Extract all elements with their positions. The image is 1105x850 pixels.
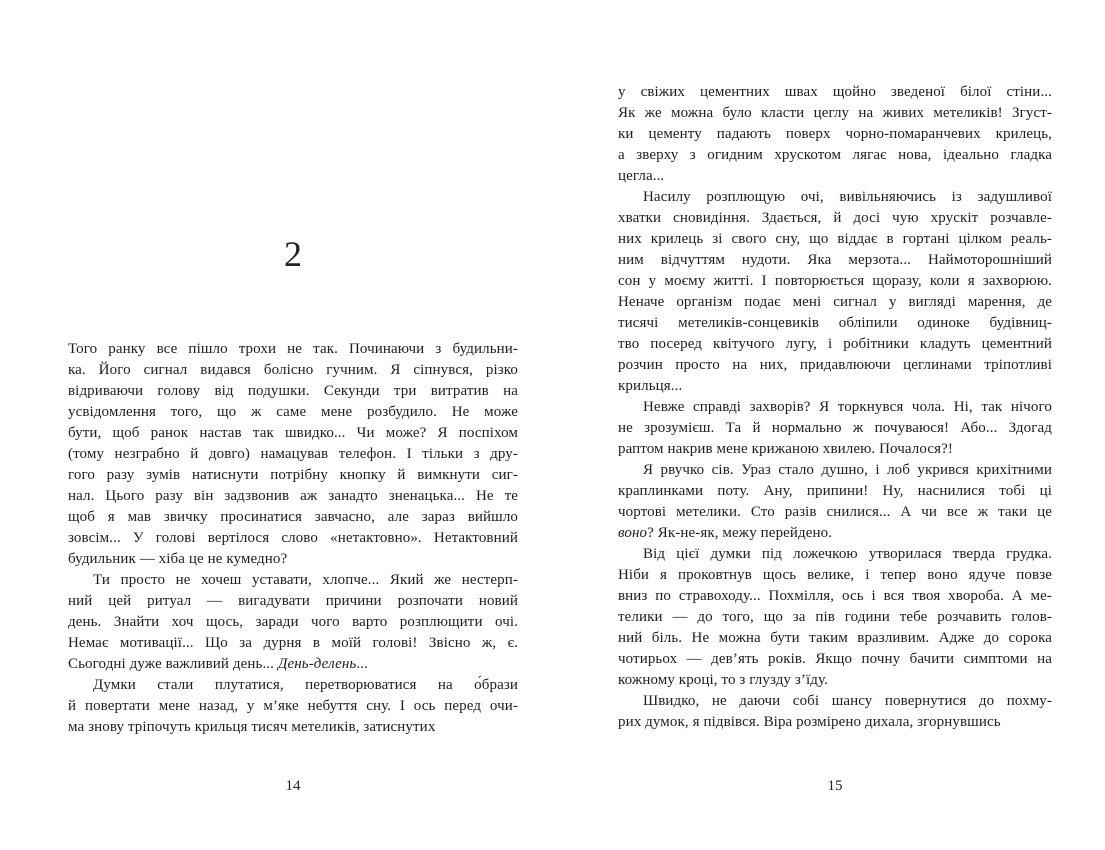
text-line: нал. Цього разу він задзвонив аж занадто зненацька... Не те — [68, 488, 518, 504]
text-line: Немає мотивації... Що за дурня в моїй голові! Звісно ж, є. — [68, 635, 518, 651]
text-line: ка. Його сигнал видався болісно гучним. Я сіпнувся, різко — [68, 362, 518, 378]
chapter-number: 2 — [284, 234, 302, 274]
text-line: день. Знайти хоч щось, заради чого варто розплющити очі. — [68, 614, 518, 630]
text-line: воно? Як-не-як, межу перейдено. — [618, 525, 833, 541]
text-line: Швидко, не даючи собі шансу повернутися до похму- — [643, 693, 1052, 709]
text-line: Я рвучко сів. Ураз стало душно, і лоб укрився крихітними — [643, 462, 1052, 478]
text-line: сон у моєму житті. І повторюється щоразу, коли я захворюю. — [618, 273, 1052, 289]
text-line: гого разу зумів натиснути потрібну кнопку й вимкнути сиг- — [68, 467, 518, 483]
text-line: тво посеред квітучого лугу, і робітники кладуть цементний — [618, 336, 1052, 352]
text-line: хватки сновидіння. Здається, й досі чую хрускіт розчавле- — [618, 210, 1052, 226]
text-line: щоб я мав звичку просинатися завчасно, але зараз вийшло — [68, 509, 518, 525]
right-page-number: 15 — [827, 778, 843, 794]
text-line: Ти просто не хочеш уставати, хлопче... Який же нестерп- — [93, 572, 518, 588]
text-line: Неначе організм подає мені сигнал у вигляді марення, де — [618, 294, 1052, 310]
text-line: Від цієї думки під ложечкою утворилася тверда грудка. — [643, 546, 1052, 562]
text-line: кожному кроці, то з глузду з’їду. — [618, 672, 828, 688]
text-line: Сьогодні дуже важливий день... День-делень... — [68, 656, 368, 672]
text-line: чотирьох — дев’ять років. Якщо почну бачити симптоми на — [618, 651, 1052, 667]
text-line: тисячі метеликів-сонцевиків обліпили одиноке будівниц- — [618, 315, 1052, 331]
text-line: Того ранку все пішло трохи не так. Починаючи з будильни- — [68, 341, 518, 357]
text-line: (тому незграбно й довго) намацував телефон. І тільки з дру- — [68, 446, 518, 462]
text-line: краплинками поту. Ану, припини! Ну, наснилися тобі ці — [618, 483, 1052, 499]
text-line: ний цей ритуал — вигадувати причини розпочати новий — [68, 593, 518, 609]
text-line: розчин просто на них, придавлюючи цеглинами тріпотливі — [618, 357, 1052, 373]
text-line: Як же можна було класти цеглу на живих метеликів! Згуст- — [618, 105, 1052, 121]
text-line: Насилу розплющую очі, вивільняючись із задушливої — [643, 189, 1052, 205]
text-line: ки цементу падають поверх чорно-помаранчевих крилець, — [618, 126, 1052, 142]
text-line: чортові метелики. Сто разів снилися... А чи все ж таки це — [618, 504, 1052, 520]
text-line: ма знову тріпочуть крильця тисяч метеликів, затиснутих — [68, 719, 436, 735]
text-line: не зрозумієш. Та й нормально ж почуваюся! Або... Здогад — [618, 420, 1052, 436]
text-line: у свіжих цементних швах щойно зведеної білої стіни... — [618, 84, 1052, 100]
text-line: Невже справді захворів? Я торкнувся чола. Ні, так нічого — [643, 399, 1052, 415]
text-line: ним відчуттям нудоти. Яка мерзота... Наймоторошніший — [618, 252, 1052, 268]
text-line: раптом накрив мене крижаною хвилею. Почалося?! — [618, 441, 953, 457]
text-line: відриваючи голову від подушки. Секунди три витратив на — [68, 383, 518, 399]
text-line: а зверху з огидним хрускотом лягає нова, ідеально гладка — [618, 147, 1052, 163]
text-line: Ніби я проковтнув щось велике, і тепер воно ядуче повзе — [618, 567, 1052, 583]
text-line: них крилець зі свого сну, що віддає в гортані цілком реаль- — [618, 231, 1052, 247]
text-line: рих думок, я підвівся. Віра розмірено дихала, згорнувшись — [618, 714, 1001, 730]
left-page-number: 14 — [285, 778, 301, 794]
text-line: телики — до того, що за пів години тебе розчавить голов- — [618, 609, 1052, 625]
text-line: ний біль. Не можна бути таким вразливим. Адже до сорока — [618, 630, 1052, 646]
text-line: зовсім... У голові вертілося слово «нетактовно». Нетактовний — [68, 530, 518, 546]
right-page-text-column — [618, 82, 1052, 733]
text-line: й повертати мене назад, у м’яке небуття сну. І ось перед очи- — [68, 698, 518, 714]
text-line: вниз по стравоходу... Похмілля, ось і вся твоя хвороба. А ме- — [618, 588, 1052, 604]
text-line: бути, щоб ранок настав так швидко... Чи може? Я поспіхом — [68, 425, 518, 441]
text-line: усвідомлення того, що ж саме мене розбудило. Не може — [68, 404, 518, 420]
left-page-text-column — [68, 339, 518, 738]
text-line: цегла... — [618, 168, 665, 184]
text-line: крильця... — [618, 378, 683, 394]
text-line: будильник — хіба це не кумедно? — [68, 551, 288, 567]
text-line: Думки стали плутатися, перетворюватися на о́брази — [93, 677, 518, 693]
